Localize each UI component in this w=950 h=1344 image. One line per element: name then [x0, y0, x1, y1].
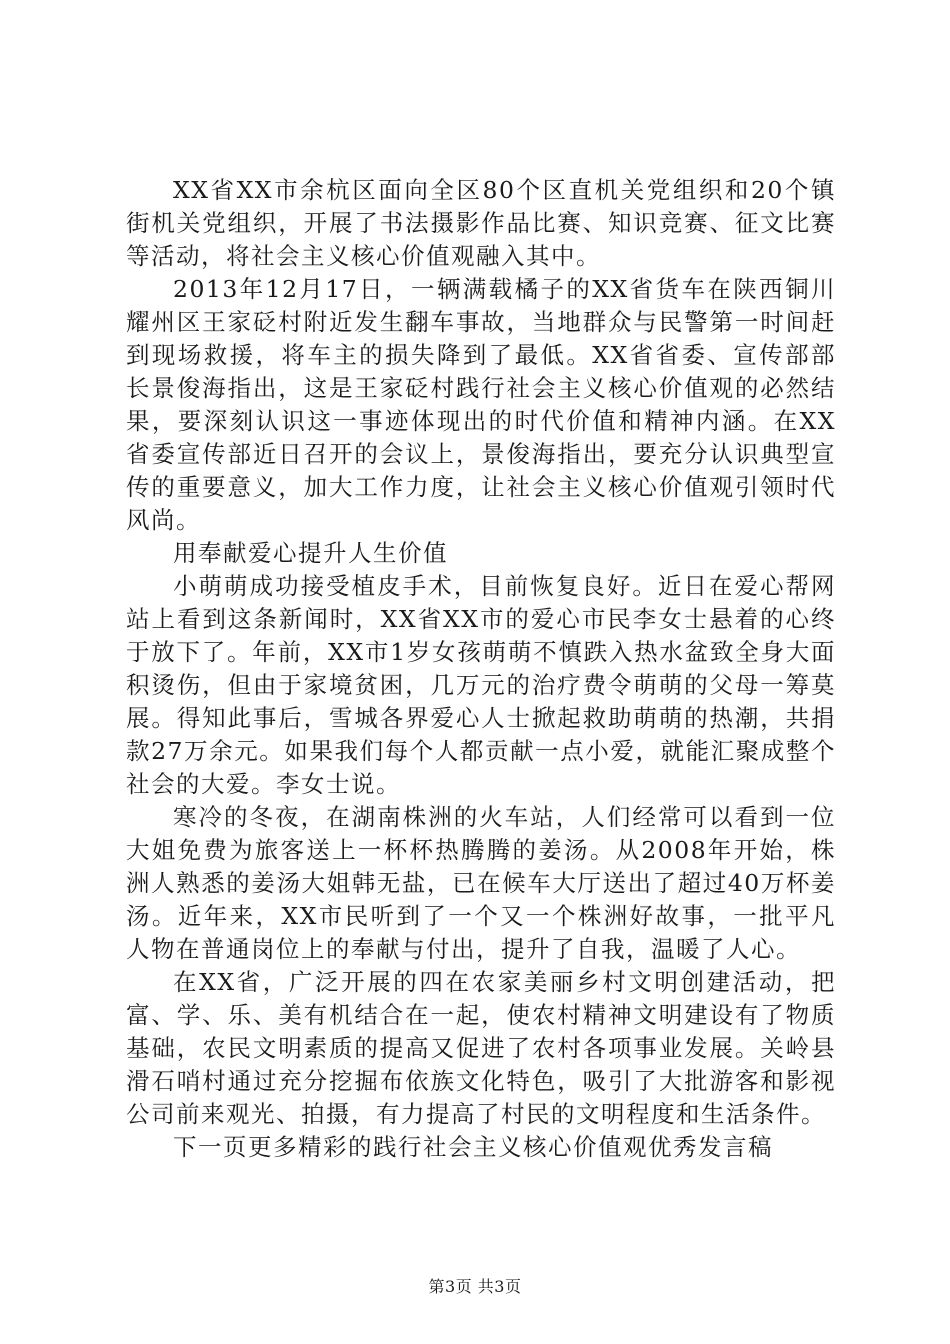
paragraph-mengmeng: 小萌萌成功接受植皮手术，目前恢复良好。近日在爱心帮网站上看到这条新闻时，XX省XX市的爱心市民李女士悬着的心终于放下了。年前，XX市1岁女孩萌萌不慎跌入热水盆致全身大面积烫伤，但由于家境贫困，几万元的治疗费令萌萌的父母一筹莫展。得知此事后，雪城各界爱心人士掀起救助萌萌的热潮，共捐款27万余元。如果我们每个人都贡献一点小爱，就能汇聚成整个社会的大爱。李女士说。 — [126, 572, 836, 798]
paragraph-rural-civilization: 在XX省，广泛开展的四在农家美丽乡村文明创建活动，把富、学、乐、美有机结合在一起，使农村精神文明建设有了物质基础，农民文明素质的提高又促进了农村各项事业发展。关岭县滑石哨村通过充分挖掘布依族文化特色，吸引了大批游客和影视公司前来观光、拍摄，有力提高了村民的文明程度和生活条件。 — [126, 968, 836, 1128]
next-page-link[interactable]: 下一页更多精彩的践行社会主义核心价值观优秀发言稿 — [173, 1133, 773, 1161]
section-heading: 用奉献爱心提升人生价值 — [173, 539, 448, 567]
page-number-footer: 第3页 共3页 — [428, 1277, 522, 1296]
paragraph-truck-accident: 2013年12月17日，一辆满载橘子的XX省货车在陕西铜川耀州区王家砭村附近发生翻车事故，当地群众与民警第一时间赶到现场救援，将车主的损失降到了最低。XX省省委、宣传部部长景俊海指出，这是王家砭村践行社会主义核心价值观的必然结果，要深刻认识这一事迹体现出的时代价值和精神内涵。在XX省委宣传部近日召开的会议上，景俊海指出，要充分认识典型宣传的重要意义，加大工作力度，让社会主义核心价值观引领时代风尚。 — [126, 275, 836, 534]
paragraph-ginger-soup: 寒冷的冬夜，在湖南株洲的火车站，人们经常可以看到一位大姐免费为旅客送上一杯杯热腾腾的姜汤。从2008年开始，株洲人熟悉的姜汤大姐韩无盐，已在候车大厅送出了超过40万杯姜汤。近年来，XX市民听到了一个又一个株洲好故事，一批平凡人物在普通岗位上的奉献与付出，提升了自我，温暖了人心。 — [126, 803, 836, 963]
document-body — [126, 174, 836, 1164]
paragraph-district-activities: XX省XX市余杭区面向全区80个区直机关党组织和20个镇街机关党组织，开展了书法摄影作品比赛、知识竞赛、征文比赛等活动，将社会主义核心价值观融入其中。 — [126, 176, 836, 270]
